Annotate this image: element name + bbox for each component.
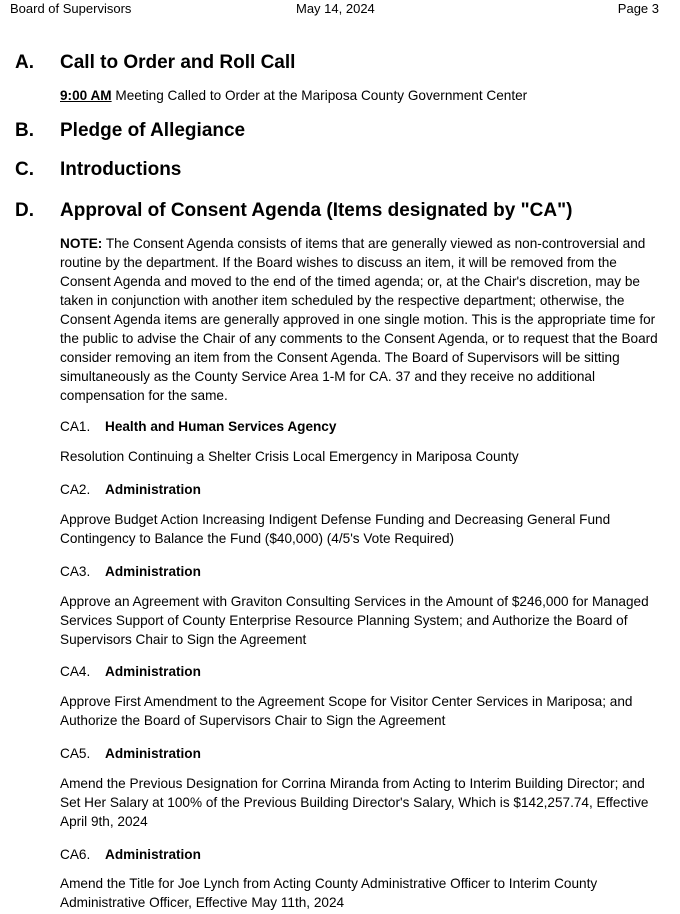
header-board-name: Board of Supervisors (10, 1, 132, 16)
item-department: Administration (105, 564, 201, 579)
note-text: The Consent Agenda consists of items that are generally viewed as non-controversial and routine by the department. If the Board wishes to discuss an item, it will be removed from the Consent Agenda and moved to the end of the timed agenda; or, at the Chair's discretion, may be taken in conjunction with another item scheduled by the respective department; otherwise, the Consent Agenda items are generally approved in one single motion. This is the appropriate time for the public to advise the Chair of any comments to the Consent Agenda, or to request that the Board consider removing an item from the Consent Agenda. The Board of Supervisors will be sitting simultaneously as the County Service Area 1-M for CA. 37 and they receive no additional compensation for the same. (60, 236, 658, 403)
section-c-letter: C. (15, 159, 34, 180)
call-to-order-time: 9:00 AM (60, 88, 112, 103)
agenda-item-ca3 (60, 562, 201, 581)
note-label: NOTE: (60, 236, 103, 251)
agenda-item-ca2 (60, 480, 201, 499)
item-department: Administration (105, 746, 201, 761)
section-a-letter: A. (15, 52, 34, 73)
item-department: Administration (105, 847, 201, 862)
header-date: May 14, 2024 (296, 1, 375, 16)
section-d-letter: D. (15, 200, 34, 221)
agenda-item-ca6 (60, 845, 201, 864)
section-b-letter: B. (15, 120, 34, 141)
consent-agenda-note (60, 234, 662, 405)
section-d-title: Approval of Consent Agenda (Items designated by "CA") (60, 200, 573, 221)
section-c-title: Introductions (60, 159, 182, 180)
item-number: CA5. (60, 746, 91, 761)
item-description: Amend the Title for Joe Lynch from Acting County Administrative Officer to Interim County Administrative Officer, Effective May 11th, 2024 (60, 876, 598, 910)
item-description: Approve an Agreement with Graviton Consulting Services in the Amount of $246,000 for Managed Services Support of County Enterprise Resource Planning System; and Authorize the Board of Supervisors Chair to Sign the Agreement (60, 594, 649, 647)
agenda-item-ca4 (60, 662, 201, 681)
item-department: Administration (105, 482, 201, 497)
item-number: CA2. (60, 482, 91, 497)
section-d-heading (15, 199, 572, 223)
item-description: Approve Budget Action Increasing Indigent Defense Funding and Decreasing General Fund Contingency to Balance the Fund ($40,000) (4/5's Vote Required) (60, 512, 611, 546)
section-b-heading (15, 119, 245, 143)
agenda-item-ca5 (60, 744, 201, 763)
header-page-number: Page 3 (617, 1, 659, 16)
section-a-heading (15, 51, 295, 75)
item-number: CA3. (60, 564, 91, 579)
item-number: CA4. (60, 664, 91, 679)
section-b-title: Pledge of Allegiance (60, 120, 246, 141)
item-description: Amend the Previous Designation for Corrina Miranda from Acting to Interim Building Director; and Set Her Salary at 100% of the Previous Building Director's Salary, Which is $142,257.74, Effective April 9th, 2024 (60, 776, 649, 829)
item-department: Health and Human Services Agency (105, 419, 337, 434)
item-department: Administration (105, 664, 201, 679)
item-number: CA1. (60, 419, 91, 434)
item-description: Approve First Amendment to the Agreement Scope for Visitor Center Services in Mariposa; and Authorize the Board of Supervisors Chair to Sign the Agreement (60, 694, 633, 728)
call-to-order-text: Meeting Called to Order at the Mariposa County Government Center (111, 88, 528, 103)
agenda-item-ca1 (60, 417, 336, 436)
item-number: CA6. (60, 847, 91, 862)
section-a-body (60, 86, 662, 105)
section-a-title: Call to Order and Roll Call (60, 52, 296, 73)
section-c-heading (15, 158, 181, 182)
item-description: Resolution Continuing a Shelter Crisis Local Emergency in Mariposa County (60, 449, 519, 464)
